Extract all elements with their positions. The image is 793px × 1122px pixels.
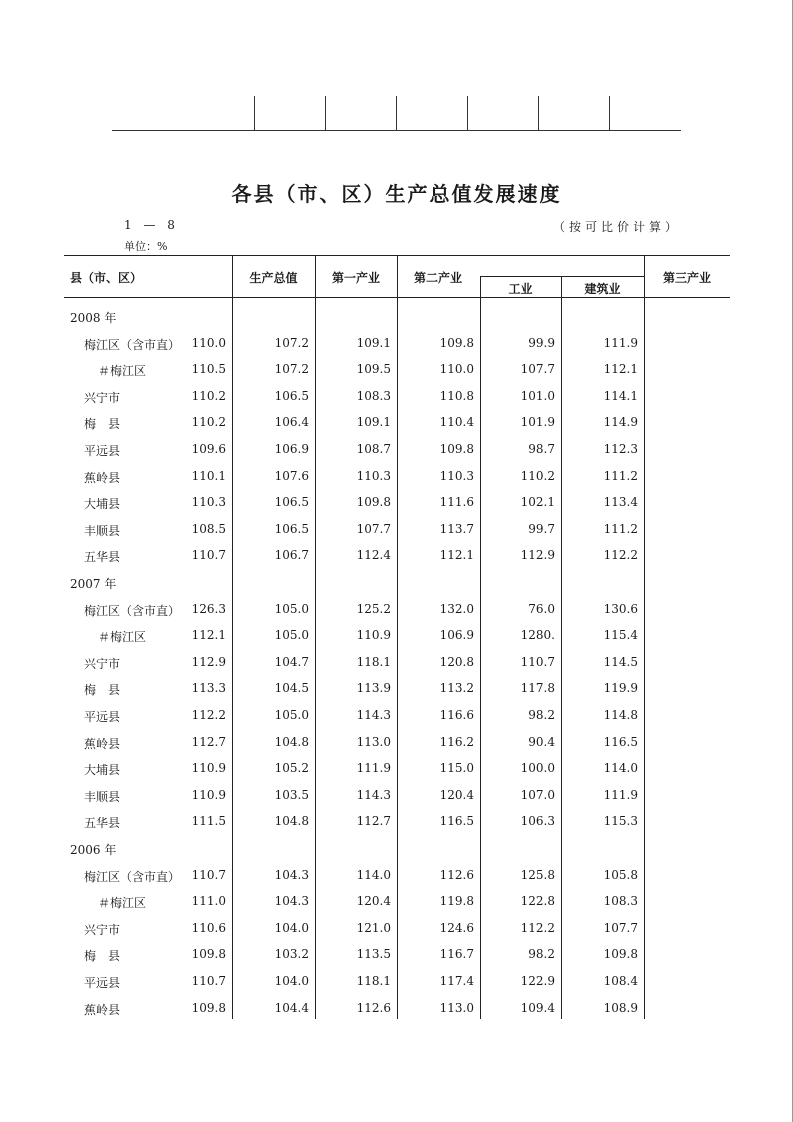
secondary-value: 111.9 [356, 761, 391, 776]
region-name: 兴宁市 [84, 656, 121, 671]
tertiary-value: 114.8 [603, 708, 638, 722]
secondary-value: 114.3 [356, 787, 391, 802]
primary-value: 106.5 [274, 388, 309, 403]
region-name: 平远县 [84, 976, 121, 990]
primary-value: 104.8 [274, 734, 309, 749]
region-name: ＃梅江区 [98, 896, 147, 911]
secondary-value: 113.9 [356, 681, 391, 696]
construction-value: 106.3 [520, 814, 555, 829]
industry-value: 116.5 [439, 814, 474, 829]
year-label: 2006 年 [70, 843, 117, 857]
gdp-value: 111.5 [191, 814, 226, 829]
year-label: 2007 年 [70, 577, 117, 591]
secondary-value: 107.7 [356, 521, 391, 536]
primary-value: 103.5 [274, 787, 309, 802]
tertiary-value: 105.8 [603, 867, 638, 882]
header-tertiary: 第三产业 [662, 271, 711, 285]
secondary-value: 110.3 [356, 468, 391, 483]
secondary-value: 112.7 [356, 814, 391, 829]
table-row [64, 941, 730, 967]
page-title: 各县（市、区）生产总值发展速度 [231, 182, 562, 206]
industry-value: 115.0 [439, 761, 474, 776]
region-name: 大埔县 [84, 497, 121, 512]
construction-value: 98.7 [528, 442, 555, 456]
table-row [64, 622, 730, 648]
gdp-value: 110.9 [191, 761, 226, 776]
table-row [64, 356, 730, 382]
tertiary-value: 114.9 [603, 415, 638, 430]
tertiary-value: 107.7 [603, 920, 638, 935]
primary-value: 107.2 [274, 362, 309, 377]
gdp-value: 113.3 [191, 681, 226, 696]
header-industry: 工业 [508, 282, 533, 296]
primary-value: 103.2 [274, 947, 309, 962]
construction-value: 117.8 [520, 681, 555, 696]
table-row [64, 409, 730, 435]
tertiary-value: 114.1 [603, 388, 638, 403]
table-row [64, 330, 730, 356]
region-name: 蕉岭县 [84, 470, 121, 485]
secondary-value: 108.3 [356, 388, 391, 403]
primary-value: 106.4 [274, 415, 309, 430]
secondary-sub-rule [480, 276, 644, 277]
secondary-value: 113.0 [356, 734, 391, 749]
industry-value: 110.3 [439, 468, 474, 483]
table-row [64, 675, 730, 701]
gdp-value: 110.9 [191, 787, 226, 802]
year-row [64, 835, 730, 861]
gdp-value: 112.2 [191, 708, 226, 722]
tertiary-value: 113.4 [603, 495, 638, 510]
industry-value: 113.2 [439, 681, 474, 696]
secondary-value: 112.4 [356, 548, 391, 563]
construction-value: 107.7 [520, 362, 555, 377]
gdp-value: 110.2 [191, 415, 226, 430]
secondary-value: 110.9 [356, 628, 391, 643]
table-number: 1 — 8 [124, 218, 179, 232]
table-row [64, 995, 730, 1021]
gdp-value: 110.7 [191, 974, 226, 988]
primary-value: 104.4 [274, 1000, 309, 1015]
construction-value: 122.8 [520, 894, 555, 909]
region-name: ＃梅江区 [98, 364, 147, 379]
table-row [64, 729, 730, 755]
table-row [64, 862, 730, 888]
primary-value: 105.0 [274, 708, 309, 722]
table-row [64, 755, 730, 781]
region-name: ＃梅江区 [98, 630, 147, 645]
region-name: 梅江区（含市直） [84, 603, 181, 618]
gdp-value: 110.2 [191, 388, 226, 403]
construction-value: 107.0 [520, 787, 555, 802]
growth-table [64, 255, 730, 1019]
gdp-value: 109.8 [191, 947, 226, 962]
tertiary-value: 111.9 [603, 335, 638, 350]
region-name: 梅 县 [84, 417, 121, 432]
primary-value: 104.0 [274, 920, 309, 935]
construction-value: 112.9 [520, 548, 555, 563]
gdp-value: 112.9 [191, 654, 226, 669]
table-row [64, 649, 730, 675]
region-name: 蕉岭县 [84, 736, 121, 751]
secondary-value: 109.5 [356, 362, 391, 377]
gdp-value: 110.7 [191, 548, 226, 563]
industry-value: 120.8 [439, 654, 474, 669]
region-name: 蕉岭县 [84, 1002, 121, 1017]
previous-table-fragment [112, 96, 681, 131]
secondary-value: 120.4 [356, 894, 391, 909]
construction-value: 110.2 [520, 468, 555, 483]
construction-value: 125.8 [520, 867, 555, 882]
primary-value: 105.0 [274, 601, 309, 616]
region-name: 梅 县 [84, 949, 121, 964]
region-name: 兴宁市 [84, 390, 121, 405]
tertiary-value: 114.0 [603, 761, 638, 776]
table-row [64, 888, 730, 914]
table-row [64, 383, 730, 409]
construction-value: 98.2 [528, 708, 555, 722]
gdp-value: 110.1 [191, 468, 226, 483]
gdp-value: 109.6 [191, 442, 226, 456]
gdp-value: 110.5 [191, 362, 226, 377]
header-gdp: 生产总值 [249, 271, 298, 285]
primary-value: 105.2 [274, 761, 309, 776]
table-row [64, 702, 730, 728]
tertiary-value: 115.3 [603, 814, 638, 829]
tertiary-value: 108.4 [603, 974, 638, 988]
header-construction: 建筑业 [584, 282, 621, 296]
primary-value: 107.6 [274, 468, 309, 483]
primary-value: 106.9 [274, 442, 309, 456]
secondary-value: 118.1 [356, 654, 391, 669]
construction-value: 122.9 [520, 974, 555, 988]
gdp-value: 110.7 [191, 867, 226, 882]
region-name: 丰顺县 [84, 523, 121, 538]
price-basis-note: （按可比价计算） [553, 220, 682, 234]
header-primary: 第一产业 [331, 271, 380, 285]
gdp-value: 110.0 [191, 335, 226, 350]
primary-value: 105.0 [274, 628, 309, 643]
secondary-value: 114.3 [356, 708, 391, 722]
tertiary-value: 108.3 [603, 894, 638, 909]
secondary-value: 121.0 [356, 920, 391, 935]
tertiary-value: 115.4 [603, 628, 638, 643]
tertiary-value: 109.8 [603, 947, 638, 962]
primary-value: 104.5 [274, 681, 309, 696]
primary-value: 104.7 [274, 654, 309, 669]
secondary-value: 114.0 [356, 867, 391, 882]
tertiary-value: 111.2 [603, 521, 638, 536]
construction-value: 99.7 [528, 521, 555, 536]
industry-value: 110.4 [439, 415, 474, 430]
region-name: 兴宁市 [84, 922, 121, 937]
industry-value: 112.6 [439, 867, 474, 882]
table-row [64, 463, 730, 489]
industry-value: 116.2 [439, 734, 474, 749]
construction-value: 112.2 [520, 920, 555, 935]
industry-value: 124.6 [439, 920, 474, 935]
secondary-value: 109.1 [356, 335, 391, 350]
tertiary-value: 112.3 [603, 442, 638, 456]
secondary-value: 109.8 [356, 495, 391, 510]
secondary-value: 118.1 [356, 974, 391, 988]
tertiary-value: 108.9 [603, 1000, 638, 1015]
industry-value: 109.8 [439, 442, 474, 456]
region-name: 平远县 [84, 444, 121, 458]
tertiary-value: 111.2 [603, 468, 638, 483]
primary-value: 107.2 [274, 335, 309, 350]
industry-value: 132.0 [439, 601, 474, 616]
gdp-value: 111.0 [191, 894, 226, 909]
secondary-value: 112.6 [356, 1000, 391, 1015]
table-row [64, 436, 730, 462]
table-row [64, 489, 730, 515]
table-row [64, 596, 730, 622]
tertiary-value: 116.5 [603, 734, 638, 749]
industry-value: 119.8 [439, 894, 474, 909]
gdp-value: 109.8 [191, 1000, 226, 1015]
secondary-value: 125.2 [356, 601, 391, 616]
secondary-value: 109.1 [356, 415, 391, 430]
industry-value: 116.7 [439, 947, 474, 962]
construction-value: 90.4 [528, 734, 555, 749]
header-region: 县（市、区） [70, 271, 143, 285]
industry-value: 106.9 [439, 628, 474, 643]
gdp-value: 112.7 [191, 734, 226, 749]
region-name: 梅江区（含市直） [84, 869, 181, 884]
industry-value: 110.0 [439, 362, 474, 377]
construction-value: 109.4 [520, 1000, 555, 1015]
primary-value: 106.7 [274, 548, 309, 563]
primary-value: 104.3 [274, 867, 309, 882]
primary-value: 104.0 [274, 974, 309, 988]
region-name: 梅江区（含市直） [84, 337, 181, 352]
gdp-value: 108.5 [191, 521, 226, 536]
secondary-value: 113.5 [356, 947, 391, 962]
gdp-value: 126.3 [191, 601, 226, 616]
industry-value: 109.8 [439, 335, 474, 350]
table-row [64, 968, 730, 994]
industry-value: 111.6 [439, 495, 474, 510]
construction-value: 101.9 [520, 415, 555, 430]
industry-value: 112.1 [439, 548, 474, 563]
year-row [64, 303, 730, 329]
construction-value: 101.0 [520, 388, 555, 403]
construction-value: 100.0 [520, 761, 555, 776]
year-row [64, 569, 730, 595]
header-secondary: 第二产业 [414, 271, 463, 285]
tertiary-value: 114.5 [603, 654, 638, 669]
secondary-value: 108.7 [356, 442, 391, 456]
industry-value: 120.4 [439, 787, 474, 802]
table-row [64, 808, 730, 834]
primary-value: 104.8 [274, 814, 309, 829]
industry-value: 117.4 [439, 974, 474, 988]
table-row [64, 516, 730, 542]
table-row [64, 915, 730, 941]
year-label: 2008 年 [70, 311, 117, 325]
tertiary-value: 112.1 [603, 362, 638, 377]
region-name: 梅 县 [84, 683, 121, 698]
construction-value: 102.1 [520, 495, 555, 510]
construction-value: 1280. [520, 628, 555, 643]
primary-value: 104.3 [274, 894, 309, 909]
gdp-value: 112.1 [191, 628, 226, 643]
region-name: 五华县 [84, 550, 121, 565]
region-name: 平远县 [84, 710, 121, 724]
region-name: 丰顺县 [84, 789, 121, 804]
unit-label: 单位：% [124, 240, 168, 253]
region-name: 五华县 [84, 816, 121, 831]
industry-value: 110.8 [439, 388, 474, 403]
construction-value: 99.9 [528, 335, 555, 350]
industry-value: 113.0 [439, 1000, 474, 1015]
construction-value: 76.0 [528, 601, 555, 616]
construction-value: 110.7 [520, 654, 555, 669]
region-name: 大埔县 [84, 763, 121, 778]
tertiary-value: 130.6 [603, 601, 638, 616]
tertiary-value: 119.9 [603, 681, 638, 696]
primary-value: 106.5 [274, 521, 309, 536]
gdp-value: 110.6 [191, 920, 226, 935]
gdp-value: 110.3 [191, 495, 226, 510]
table-row [64, 782, 730, 808]
construction-value: 98.2 [528, 947, 555, 962]
industry-value: 113.7 [439, 521, 474, 536]
table-row [64, 542, 730, 568]
tertiary-value: 111.9 [603, 787, 638, 802]
primary-value: 106.5 [274, 495, 309, 510]
industry-value: 116.6 [439, 708, 474, 722]
tertiary-value: 112.2 [603, 548, 638, 563]
